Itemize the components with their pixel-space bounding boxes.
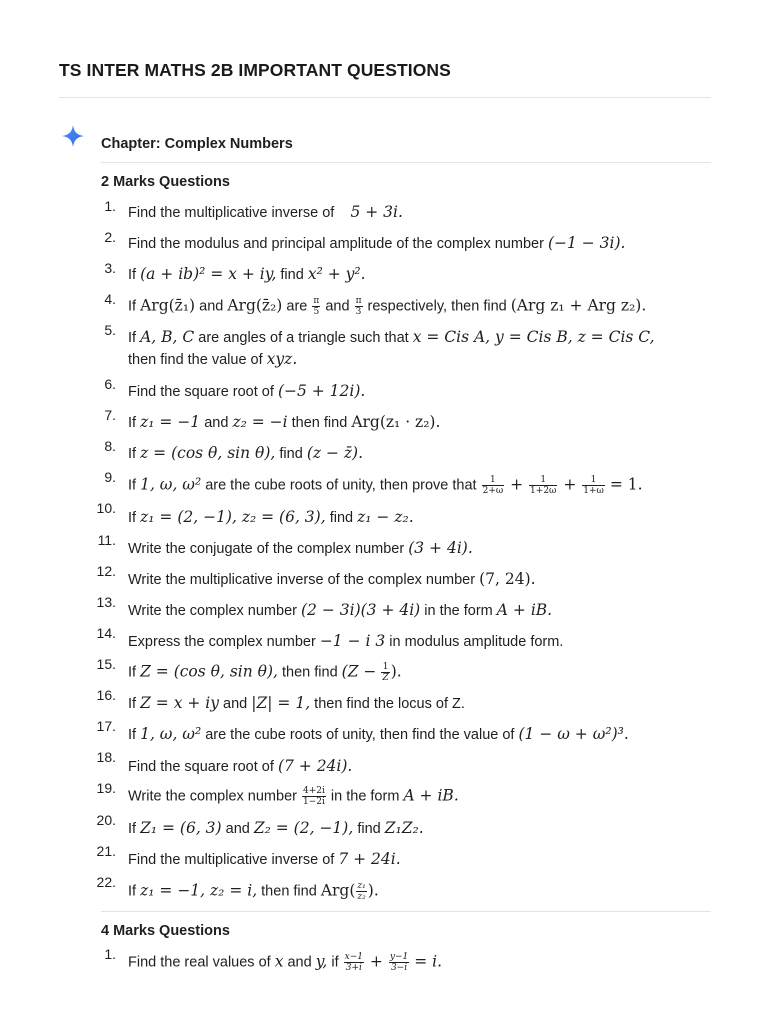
question-number: 11. (97, 532, 116, 548)
question-item: If A, B, C are angles of a triangle such that x = Cis A, y = Cis B, z = Cis C, (128, 328, 655, 346)
question-number: 10. (96, 500, 116, 516)
question-number: 6. (104, 376, 116, 392)
question-number: 21. (96, 843, 116, 859)
question-item: If Arg(z̄₁) and Arg(z̄₂) are $\frac{\pi}{5}$ and $\frac{\pi}{3}$ respectively, then find (Arg z₁ + Arg z₂). (128, 296, 647, 317)
question-item: Find the modulus and principal amplitude of the complex number (−1 − 3i). (128, 234, 626, 252)
question-item: If Z₁ = (6, 3) and Z₂ = (2, −1), find Z₁Z₂. (128, 819, 424, 837)
question-item: If z₁ = (2, −1), z₂ = (6, 3), find z₁ − z₂. (128, 508, 414, 526)
question-item: Find the multiplicative inverse of 7 + 24i. (128, 850, 401, 868)
question-item: If 1, ω, ω² are the cube roots of unity, then find the value of (1 − ω + ω²)³. (128, 725, 629, 743)
question-item: If Z = (cos θ, sin θ), then find (Z − $\frac{1}{Z}$ ). (128, 662, 402, 683)
question-number: 16. (96, 687, 116, 703)
section-divider (101, 911, 711, 912)
question-item: If z₁ = −1, z₂ = i, then find Arg( $\frac{\text{z₁}}{\text{z₂}}$ ). (128, 881, 379, 902)
section-heading-4-marks: 4 Marks Questions (101, 923, 230, 939)
title-divider (59, 97, 711, 98)
question-item: Find the real values of x and y, if $\frac{x-1}{3+i}$ + $\frac{y-1}{3-i}$ = i. (128, 952, 443, 973)
question-item: Write the multiplicative inverse of the complex number (7, 24). (128, 570, 536, 588)
chapter-heading: Chapter: Complex Numbers (101, 136, 293, 152)
question-continuation: then find the value of xyz. (128, 350, 298, 368)
question-number: 7. (104, 407, 116, 423)
question-item: Find the multiplicative inverse of 5 + 3i. (128, 203, 403, 221)
question-number: 20. (96, 812, 116, 828)
question-number: 8. (104, 438, 116, 454)
question-item: Write the conjugate of the complex number (3 + 4i). (128, 539, 473, 557)
question-item: Express the complex number −1 − i 3 in modulus amplitude form. (128, 632, 564, 650)
question-number: 13. (96, 594, 116, 610)
question-number: 9. (104, 469, 116, 485)
question-item: Write the complex number (2 − 3i)(3 + 4i) in the form A + iB. (128, 601, 553, 619)
question-number: 14. (96, 625, 116, 641)
question-number: 1. (104, 198, 116, 214)
question-number: 2. (104, 229, 116, 245)
question-number: 5. (104, 322, 116, 338)
question-number: 22. (96, 874, 116, 890)
question-number: 3. (104, 260, 116, 276)
question-item: If z = (cos θ, sin θ), find (z − z̄). (128, 444, 364, 462)
question-item: If Z = x + iy and |Z| = 1, then find the locus of Z. (128, 694, 465, 712)
question-number: 1. (104, 946, 116, 962)
question-item: If (a + ib)² = x + iy, find x² + y². (128, 265, 366, 283)
question-number: 19. (96, 780, 116, 796)
chapter-divider (101, 162, 711, 163)
question-item: If 1, ω, ω² are the cube roots of unity, then prove that $\frac{1}{2+\omega}$ + $\frac{1}{1+2\omega}$ + $\frac{1}{1+\omega}$ = 1. (128, 475, 643, 496)
question-number: 17. (96, 718, 116, 734)
document-title: TS INTER MATHS 2B IMPORTANT QUESTIONS (59, 60, 451, 80)
question-number: 12. (96, 563, 116, 579)
question-item: Find the square root of (7 + 24i). (128, 757, 353, 775)
question-number: 18. (96, 749, 116, 765)
question-item: If z₁ = −1 and z₂ = −i then find Arg(z₁ · z₂). (128, 413, 441, 431)
question-number: 4. (104, 291, 116, 307)
question-item: Find the square root of (−5 + 12i). (128, 382, 366, 400)
section-heading-2-marks: 2 Marks Questions (101, 174, 230, 190)
question-item: Write the complex number $\frac{4+2i}{1-2i}$ in the form A + iB. (128, 786, 459, 807)
question-number: 15. (96, 656, 116, 672)
sparkle-icon (61, 124, 85, 148)
